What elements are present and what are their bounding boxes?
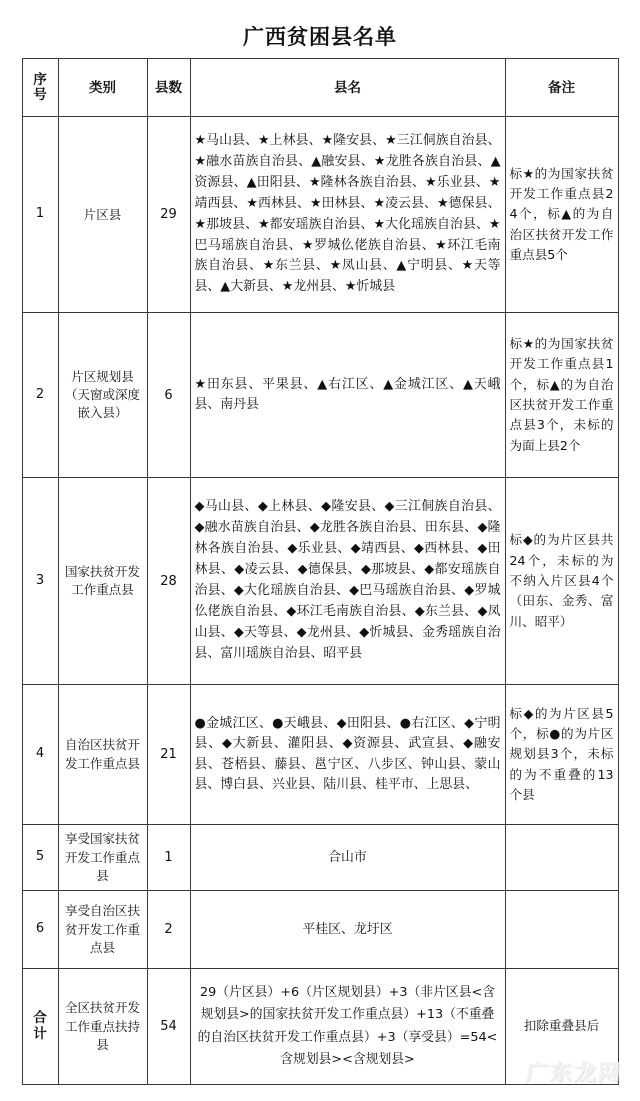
row-remark [505, 891, 618, 969]
row-county-names: ★马山县、★上林县、★隆安县、★三江侗族自治县、★融水苗族自治县、▲融安县、★龙胜各族自治县、▲资源县、▲田阳县、★隆林各族自治县、★乐业县、★靖西县、★西林县、★田林县、★凌云县、★德保县、★那坡县、★都安瑶族自治县、★大化瑶族自治县、★巴马瑶族自治县、★罗城仫佬族自治县、★环江毛南族自治县、★东兰县、★凤山县、▲宁明县、★天等县、▲大新县、★龙州县、★忻城县 [190, 117, 505, 313]
column-header-county-names: 县名 [190, 59, 505, 117]
table-row [22, 891, 618, 969]
row-category: 片区规划县（天窗或深度嵌入县） [58, 313, 147, 478]
row-remark: 标★的为国家扶贫开发工作重点县24个，标▲的为自治区扶贫开发工作重点县5个 [505, 117, 618, 313]
row-county-names: ★田东县、平果县、▲右江区、▲金城江区、▲天峨县、南丹县 [190, 313, 505, 478]
site-watermark: 广东龙网 [524, 1061, 623, 1086]
row-remark: 标★的为国家扶贫开发工作重点县1个，标▲的为自治区扶贫开发工作重点县3个，未标的为面上县2个 [505, 313, 618, 478]
column-header-index: 序号 [22, 59, 58, 117]
row-category: 享受自治区扶贫开发工作重点县 [58, 891, 147, 969]
row-category: 自治区扶贫开发工作重点县 [58, 685, 147, 825]
column-header-category: 类别 [58, 59, 147, 117]
row-county-count: 28 [147, 478, 190, 685]
row-county-count: 29 [147, 117, 190, 313]
table-row [22, 313, 618, 478]
row-county-names: 合山市 [190, 825, 505, 891]
row-category: 片区县 [58, 117, 147, 313]
table-row-total [22, 969, 618, 1085]
row-remark: 标◆的为片区县5个，标●的为片区规划县3个，未标的为不重叠的13个县 [505, 685, 618, 825]
row-county-names: 29（片区县）+6（片区规划县）+3（非片区县<含规划县>的国家扶贫开发工作重点县）+13（不重叠的自治区扶贫开发工作重点县）+3（享受县）=54<含规划县><含规划县> [190, 969, 505, 1085]
row-index: 合计 [22, 969, 58, 1085]
row-county-count: 6 [147, 313, 190, 478]
page-title: 广西贫困县名单 [243, 25, 397, 49]
row-remark [505, 825, 618, 891]
column-header-remark: 备注 [505, 59, 618, 117]
row-category: 国家扶贫开发工作重点县 [58, 478, 147, 685]
table-row [22, 825, 618, 891]
row-county-count: 2 [147, 891, 190, 969]
column-header-county-count: 县数 [147, 59, 190, 117]
table-row [22, 478, 618, 685]
row-index: 5 [22, 825, 58, 891]
table-body [22, 117, 618, 1085]
row-index: 3 [22, 478, 58, 685]
row-county-names: ◆马山县、◆上林县、◆隆安县、◆三江侗族自治县、◆融水苗族自治县、◆龙胜各族自治县、田东县、◆隆林各族自治县、◆乐业县、◆靖西县、◆西林县、◆田林县、◆凌云县、◆德保县、◆那坡县、◆都安瑶族自治县、◆大化瑶族自治县、◆巴马瑶族自治县、◆罗城仫佬族自治县、◆环江毛南族自治县、◆东兰县、◆凤山县、◆天等县、◆龙州县、◆忻城县、金秀瑶族自治县、富川瑶族自治县、昭平县 [190, 478, 505, 685]
table-row [22, 685, 618, 825]
row-county-count: 21 [147, 685, 190, 825]
table-header [22, 59, 618, 117]
row-county-count: 1 [147, 825, 190, 891]
row-index: 6 [22, 891, 58, 969]
table-header-row [22, 59, 618, 117]
row-remark: 扣除重叠县后 [505, 969, 618, 1085]
poverty-counties-table [22, 58, 619, 1085]
row-category: 全区扶贫开发工作重点扶持县 [58, 969, 147, 1085]
row-index: 4 [22, 685, 58, 825]
row-remark: 标◆的为片区县共24个，未标的为不纳入片区县4个（田东、金秀、富川、昭平） [505, 478, 618, 685]
row-category: 享受国家扶贫开发工作重点县 [58, 825, 147, 891]
table-row [22, 117, 618, 313]
row-county-count: 54 [147, 969, 190, 1085]
row-index: 2 [22, 313, 58, 478]
row-county-names: ●金城江区、●天峨县、◆田阳县、●右江区、◆宁明县、◆大新县、灌阳县、◆资源县、武宣县、◆融安县、苍梧县、藤县、邕宁区、八步区、钟山县、蒙山县、博白县、兴业县、陆川县、桂平市、上思县、 [190, 685, 505, 825]
row-county-names: 平桂区、龙圩区 [190, 891, 505, 969]
row-index: 1 [22, 117, 58, 313]
